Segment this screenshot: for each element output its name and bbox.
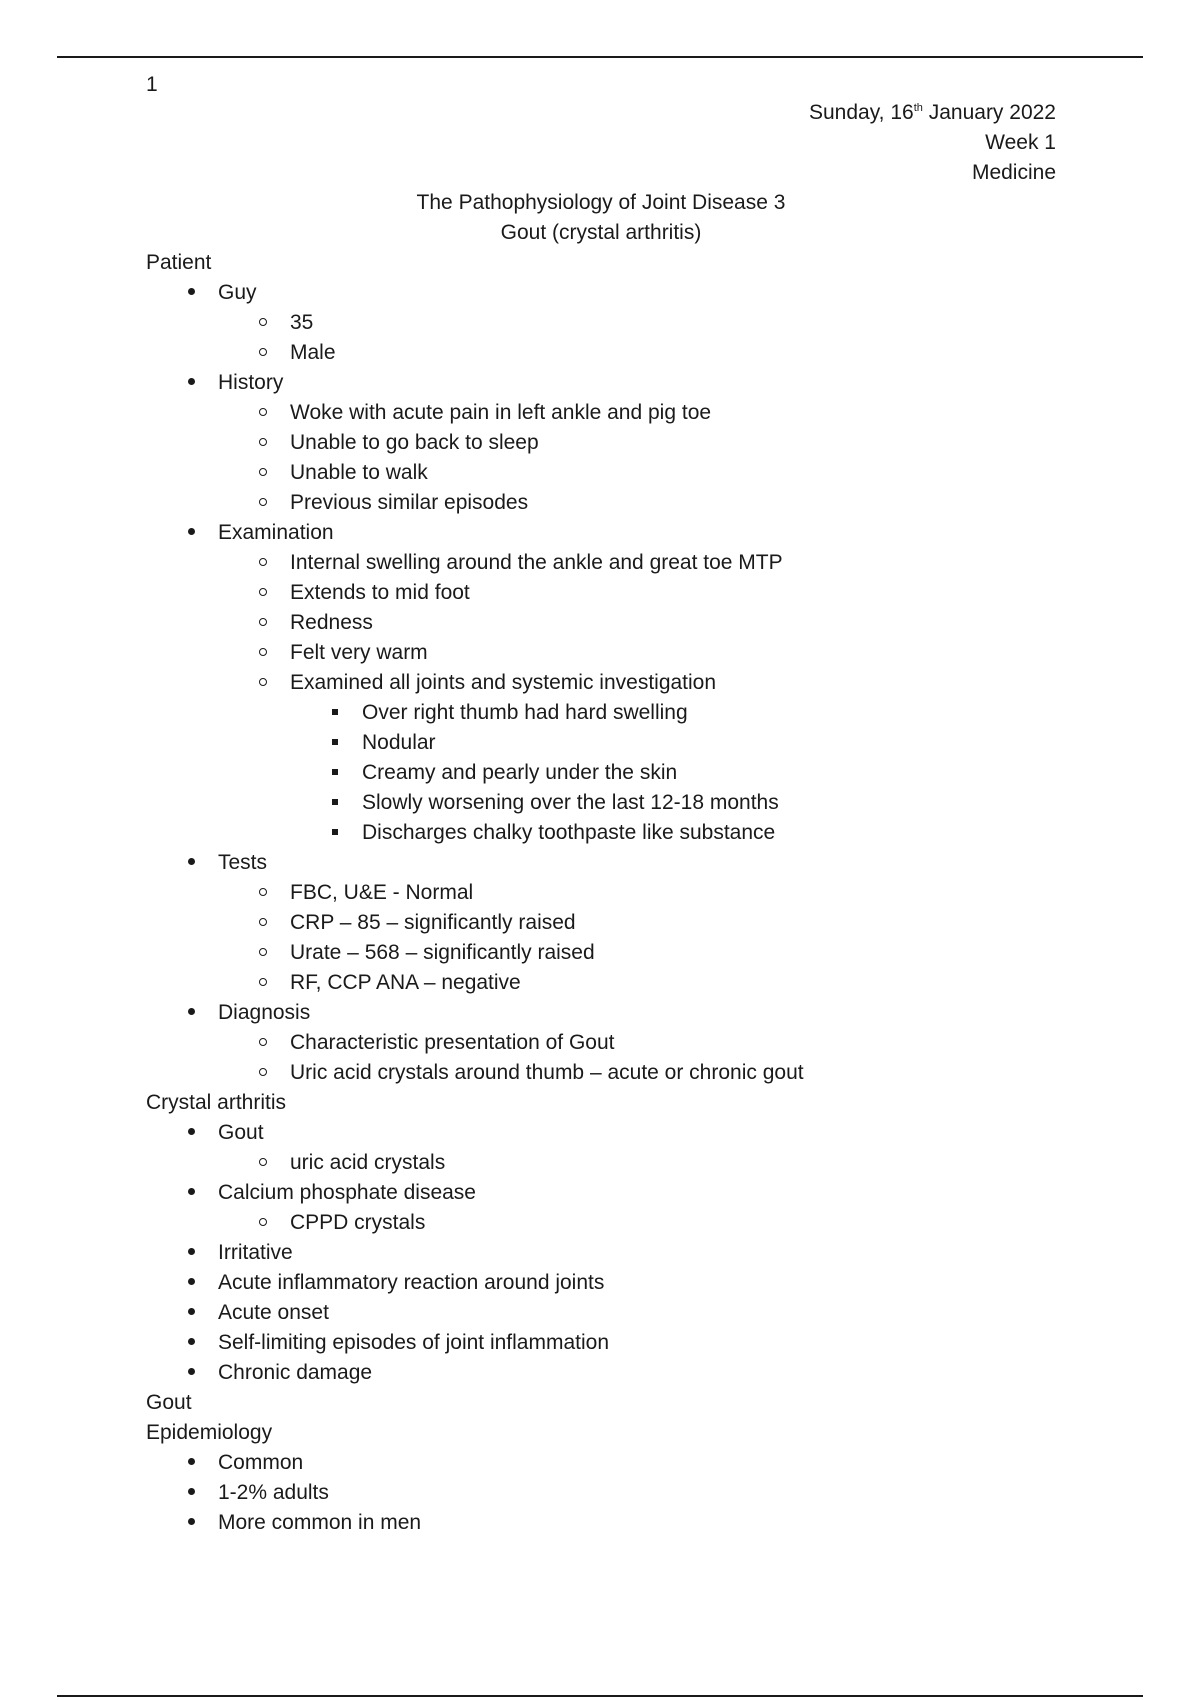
top-rule	[57, 56, 1143, 58]
bullet-circle-icon	[253, 1148, 273, 1178]
list-item: Woke with acute pain in left ankle and pig toe	[218, 398, 1056, 428]
week-label: Week 1	[985, 131, 1056, 154]
bullet-square-icon	[325, 698, 345, 728]
bullet-dot-icon	[181, 1358, 201, 1388]
list-item: Irritative	[146, 1238, 1056, 1268]
list-item: Slowly worsening over the last 12-18 months	[290, 788, 1056, 818]
list-item: Calcium phosphate disease CPPD crystals	[146, 1178, 1056, 1238]
patient-list	[146, 278, 1056, 1088]
list-item: Self-limiting episodes of joint inflammation	[146, 1328, 1056, 1358]
list-item: History Woke with acute pain in left ankle and pig toe Unable to go back to sleep Unable to walk Previous similar episodes	[146, 368, 1056, 518]
list-item: FBC, U&E - Normal	[218, 878, 1056, 908]
bullet-square-icon	[325, 818, 345, 848]
bullet-circle-icon	[253, 638, 273, 668]
list-item: Urate – 568 – significantly raised	[218, 938, 1056, 968]
list-item: Internal swelling around the ankle and great toe MTP	[218, 548, 1056, 578]
bullet-dot-icon	[181, 518, 201, 548]
bullet-dot-icon	[181, 1448, 201, 1478]
bullet-circle-icon	[253, 398, 273, 428]
list-item: Chronic damage	[146, 1358, 1056, 1388]
list-item: More common in men	[146, 1508, 1056, 1538]
bottom-rule	[57, 1695, 1143, 1697]
document-title: The Pathophysiology of Joint Disease 3	[416, 191, 786, 214]
list-item: CPPD crystals	[218, 1208, 1056, 1238]
list-item: Extends to mid foot	[218, 578, 1056, 608]
list-item: Examined all joints and systemic investigation Over right thumb had hard swelling Nodular Creamy and pearly under the skin Slowly worsening over the last 12-18 months Discharges chalky toothpaste like substance	[218, 668, 1056, 848]
bullet-circle-icon	[253, 908, 273, 938]
list-item: uric acid crystals	[218, 1148, 1056, 1178]
bullet-dot-icon	[181, 1328, 201, 1358]
list-item: 35	[218, 308, 1056, 338]
list-item: 1-2% adults	[146, 1478, 1056, 1508]
bullet-dot-icon	[181, 1478, 201, 1508]
list-item: Redness	[218, 608, 1056, 638]
list-item: Examination Internal swelling around the ankle and great toe MTP Extends to mid foot Redness Felt very warm Examined all joints and systemic investigation Over right thumb had hard swelling Nodular Creamy and pearly under the skin Slowly worsening over the last 12-18 months Discharges chalky toothpaste like substance	[146, 518, 1056, 848]
list-item: Characteristic presentation of Gout	[218, 1028, 1056, 1058]
list-item: Unable to go back to sleep	[218, 428, 1056, 458]
list-item: Gout uric acid crystals	[146, 1118, 1056, 1178]
list-item: Uric acid crystals around thumb – acute or chronic gout	[218, 1058, 1056, 1088]
gout-heading: Gout	[146, 1391, 192, 1414]
page-number: 1	[146, 73, 158, 96]
list-item: Diagnosis Characteristic presentation of Gout Uric acid crystals around thumb – acute or chronic gout	[146, 998, 1056, 1088]
list-item: Acute onset	[146, 1298, 1056, 1328]
date-line	[146, 98, 1056, 128]
bullet-circle-icon	[253, 668, 273, 698]
list-item: Nodular	[290, 728, 1056, 758]
crystal-arthritis-list	[146, 1118, 1056, 1388]
date-weekday: Sunday, 16	[809, 101, 914, 124]
bullet-square-icon	[325, 728, 345, 758]
list-item: Discharges chalky toothpaste like substance	[290, 818, 1056, 848]
list-item: Guy 35 Male	[146, 278, 1056, 368]
bullet-dot-icon	[181, 368, 201, 398]
bullet-square-icon	[325, 788, 345, 818]
patient-heading: Patient	[146, 251, 212, 274]
list-item: Unable to walk	[218, 458, 1056, 488]
bullet-square-icon	[325, 758, 345, 788]
bullet-dot-icon	[181, 1238, 201, 1268]
bullet-circle-icon	[253, 578, 273, 608]
crystal-arthritis-heading: Crystal arthritis	[146, 1091, 287, 1114]
bullet-circle-icon	[253, 308, 273, 338]
document-subtitle: Gout (crystal arthritis)	[500, 221, 702, 244]
bullet-dot-icon	[181, 1178, 201, 1208]
list-item: Previous similar episodes	[218, 488, 1056, 518]
bullet-dot-icon	[181, 1268, 201, 1298]
list-item: RF, CCP ANA – negative	[218, 968, 1056, 998]
epidemiology-list	[146, 1448, 1056, 1538]
list-item: Over right thumb had hard swelling	[290, 698, 1056, 728]
bullet-circle-icon	[253, 428, 273, 458]
bullet-circle-icon	[253, 338, 273, 368]
bullet-circle-icon	[253, 878, 273, 908]
bullet-circle-icon	[253, 1208, 273, 1238]
bullet-dot-icon	[181, 998, 201, 1028]
epidemiology-heading: Epidemiology	[146, 1421, 273, 1444]
list-item: Tests FBC, U&E - Normal CRP – 85 – significantly raised Urate – 568 – significantly raised RF, CCP ANA – negative	[146, 848, 1056, 998]
bullet-dot-icon	[181, 278, 201, 308]
bullet-dot-icon	[181, 1118, 201, 1148]
list-item: Male	[218, 338, 1056, 368]
list-item: Acute inflammatory reaction around joints	[146, 1268, 1056, 1298]
list-item: Felt very warm	[218, 638, 1056, 668]
date-suffix: th	[913, 102, 923, 114]
list-item: Common	[146, 1448, 1056, 1478]
bullet-circle-icon	[253, 608, 273, 638]
date-rest: January 2022	[922, 101, 1056, 124]
bullet-circle-icon	[253, 1028, 273, 1058]
bullet-circle-icon	[253, 1058, 273, 1088]
bullet-circle-icon	[253, 488, 273, 518]
list-item: CRP – 85 – significantly raised	[218, 908, 1056, 938]
bullet-dot-icon	[181, 1508, 201, 1538]
document-page	[146, 72, 1056, 1538]
bullet-dot-icon	[181, 1298, 201, 1328]
bullet-circle-icon	[253, 548, 273, 578]
bullet-circle-icon	[253, 458, 273, 488]
subject-label: Medicine	[971, 161, 1056, 184]
bullet-circle-icon	[253, 968, 273, 998]
list-item: Creamy and pearly under the skin	[290, 758, 1056, 788]
bullet-circle-icon	[253, 938, 273, 968]
bullet-dot-icon	[181, 848, 201, 878]
